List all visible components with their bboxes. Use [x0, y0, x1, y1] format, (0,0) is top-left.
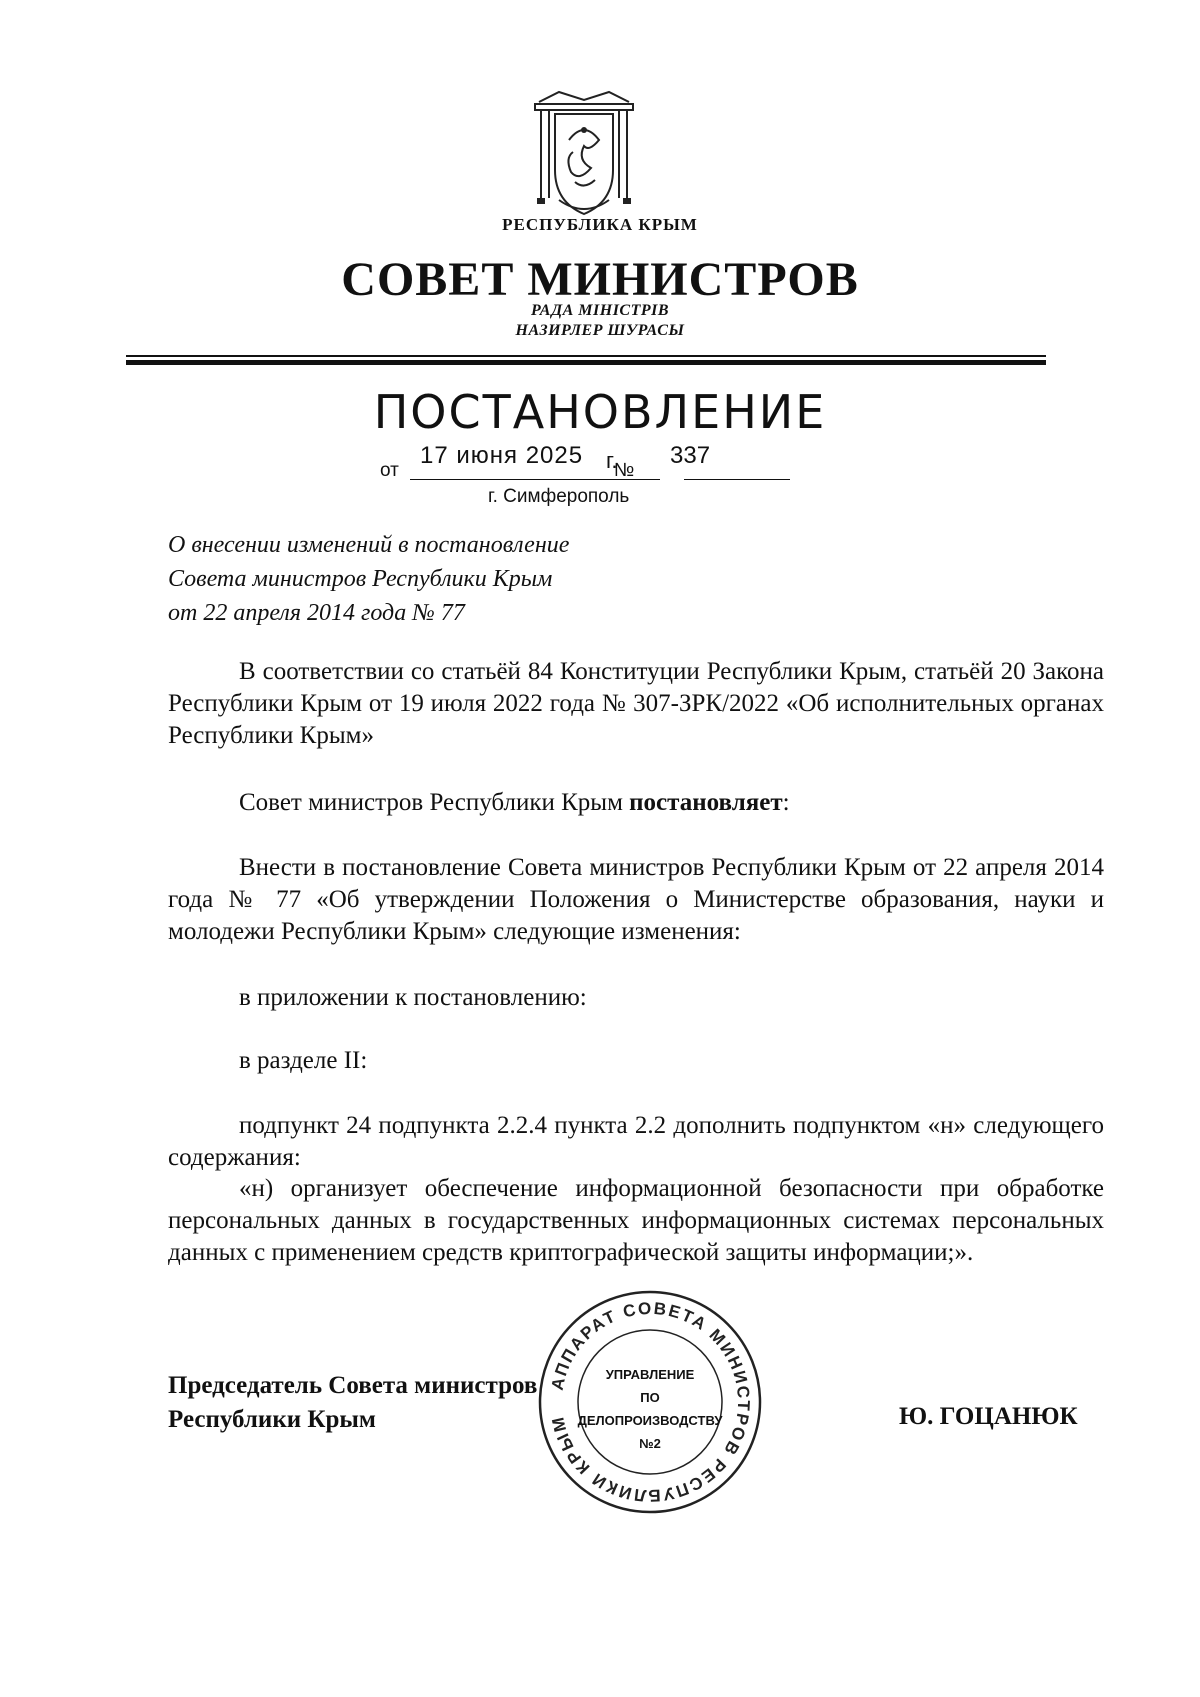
- new-subpoint-paragraph: «н) организует обеспечение информационной безопасности при обработке персональных данных в государственных информационных системах персональных данных с применением средств криптографической защиты информации;».: [168, 1175, 1104, 1266]
- council-name: СОВЕТ МИНИСТРОВ: [341, 253, 859, 306]
- header-divider-thin: [126, 355, 1046, 357]
- decree-date: 17 июня 2025: [420, 442, 584, 469]
- number-underline: [684, 479, 790, 480]
- resolution-verb: постановляет: [629, 789, 783, 816]
- subject-line: от 22 апреля 2014 года № 77: [168, 600, 465, 626]
- stamp-line: ПО: [640, 1390, 660, 1405]
- position-line: Республики Крым: [168, 1406, 376, 1433]
- stamp-line: ДЕЛОПРОИЗВОДСТВУ: [577, 1413, 723, 1428]
- stamp-ring-text: АППАРАТ СОВЕТА МИНИСТРОВ РЕСПУБЛИКИ КРЫМ: [547, 1298, 754, 1506]
- annex-paragraph: в приложении к постановлению:: [239, 984, 587, 1011]
- city: г. Симферополь: [488, 486, 630, 507]
- subpoint-paragraph: подпункт 24 подпункта 2.2.4 пункта 2.2 дополнить подпунктом «н» следующего содержания:: [168, 1112, 1104, 1171]
- subject-line: Совета министров Республики Крым: [168, 566, 553, 592]
- resolution-colon: :: [782, 789, 790, 816]
- council-name-crimean-tatar: НАЗИРЛЕР ШУРАСЫ: [515, 322, 685, 339]
- council-name-ukrainian: РАДА МІНІСТРІВ: [530, 302, 670, 319]
- crimea-coat-of-arms-icon: [529, 90, 639, 220]
- republic-name: РЕСПУБЛИКА КРЫМ: [502, 215, 698, 234]
- year-suffix: г.: [606, 448, 618, 473]
- resolution-paragraph: [168, 787, 1104, 819]
- decree-number: 337: [670, 442, 711, 469]
- date-number-line: [376, 440, 796, 484]
- document-title: ПОСТАНОВЛЕНИЕ: [373, 385, 827, 439]
- stamp-center-text: [575, 1363, 725, 1455]
- signatory-position: [168, 1369, 537, 1437]
- decree-subject: [168, 528, 728, 630]
- subject-line: О внесении изменений в постановление: [168, 532, 570, 558]
- stamp-line: УПРАВЛЕНИЕ: [605, 1367, 695, 1382]
- stamp-line: №2: [639, 1436, 661, 1451]
- signatory-name: Ю. ГОЦАНЮК: [899, 1403, 1078, 1430]
- section-paragraph: в разделе II:: [239, 1047, 368, 1074]
- header-divider-thick: [126, 360, 1046, 365]
- resolution-text: Совет министров Республики Крым: [239, 789, 630, 816]
- date-prefix: от: [380, 460, 399, 481]
- amendment-paragraph: Внести в постановление Совета министров Республики Крым от 22 апреля 2014 года № 77 «Об утверждении Положения о Министерстве образования, науки и молодежи Республики Крым» следующие изменения:: [168, 854, 1104, 945]
- number-label: №: [614, 460, 635, 481]
- legal-basis-paragraph: В соответствии со статьёй 84 Конституции Республики Крым, статьёй 20 Закона Республики Крым от 19 июля 2022 года № 307-ЗРК/2022 «Об исполнительных органах Республики Крым»: [168, 658, 1104, 749]
- position-line: Председатель Совета министров: [168, 1372, 538, 1399]
